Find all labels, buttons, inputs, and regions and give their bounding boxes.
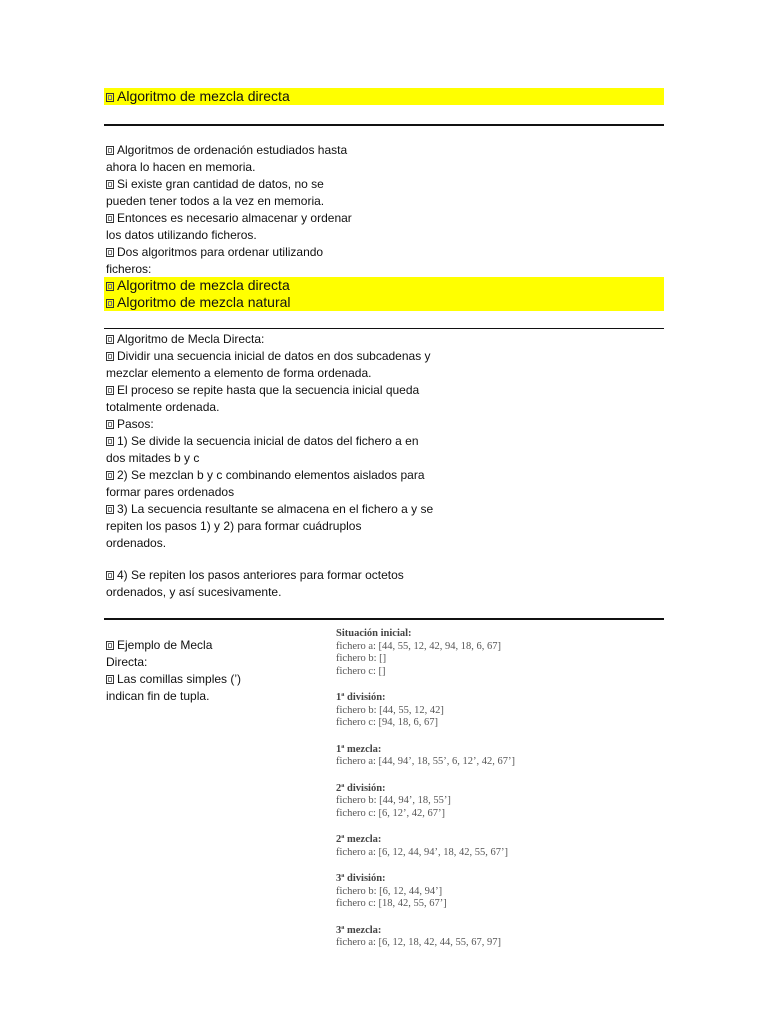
title-highlight (104, 88, 664, 105)
text-line: Entonces es necesario almacenar y ordenar (106, 210, 352, 227)
text-line: ahora lo hacen en memoria. (106, 160, 256, 174)
title-text: Algoritmo de mezcla directa (117, 88, 290, 104)
bullet-box-icon (106, 180, 114, 189)
text-line: Ejemplo de Mecla (106, 637, 241, 654)
example-block (336, 925, 518, 950)
text-line: ordenados, y así sucesivamente. (106, 585, 282, 599)
example-line: fichero c: [94, 18, 6, 67] (336, 717, 439, 728)
example-line: fichero b: [44, 94’, 18, 55’] (336, 795, 451, 806)
example-heading: 1ª división: (336, 692, 386, 703)
bullet-box-icon (106, 641, 114, 650)
example-block (336, 834, 518, 859)
section1-text (106, 142, 352, 278)
example-line: fichero a: [6, 12, 44, 94’, 18, 42, 55, 67’] (336, 846, 509, 858)
bullet-box-icon (106, 471, 114, 480)
bullet-box-icon (106, 437, 114, 446)
text-line: 3) La secuencia resultante se almacena en el fichero a y se (106, 501, 433, 518)
text-line: El proceso se repite hasta que la secuencia inicial queda (106, 382, 433, 399)
text-line: Dos algoritmos para ordenar utilizando (106, 244, 352, 261)
text-line: indican fin de tupla. (106, 689, 210, 703)
example-block (336, 744, 518, 769)
example-line: fichero c: [18, 42, 55, 67’] (336, 898, 447, 909)
example-line: fichero a: [44, 55, 12, 42, 94, 18, 6, 67] (336, 640, 502, 652)
example-block (336, 692, 518, 730)
text-line: 4) Se repiten los pasos anteriores para formar octetos (106, 567, 404, 584)
text-line: dos mitades b y c (106, 451, 200, 465)
example-block (336, 873, 518, 911)
bullet-box-icon (106, 505, 114, 514)
text-line: ficheros: (106, 262, 152, 276)
bullet-box-icon (106, 352, 114, 361)
divider-2 (104, 328, 664, 329)
example-heading: 3ª mezcla: (336, 924, 382, 936)
bullet-box-icon (106, 335, 114, 344)
bullet-box-icon (106, 93, 114, 102)
text-line: 2) Se mezclan b y c combinando elementos aislados para (106, 467, 433, 484)
text-line: Si existe gran cantidad de datos, no se (106, 176, 352, 193)
text-line: 1) Se divide la secuencia inicial de datos del fichero a en (106, 433, 433, 450)
example-heading: Situación inicial: (336, 628, 412, 639)
text-line: pueden tener todos a la vez en memoria. (106, 194, 325, 208)
text-line: Directa: (106, 655, 148, 669)
text-line: Las comillas simples (’) (106, 671, 241, 688)
text-line: Pasos: (106, 416, 433, 433)
example-heading: 2ª mezcla: (336, 834, 382, 845)
text-line: mezclar elemento a elemento de forma ordenada. (106, 366, 372, 380)
text-line: repiten los pasos 1) y 2) para formar cuádruplos (106, 519, 362, 533)
section2-text-after (106, 567, 404, 601)
bullet-box-icon (106, 299, 114, 308)
example-line: fichero a: [6, 12, 18, 42, 44, 55, 67, 97] (336, 937, 502, 948)
example-line: fichero a: [44, 94’, 18, 55’, 6, 12’, 42, 67’] (336, 756, 516, 767)
example-heading: 1ª mezcla: (336, 743, 382, 755)
example-line: fichero c: [6, 12’, 42, 67’] (336, 807, 446, 819)
section3-text (106, 637, 241, 705)
text-line: totalmente ordenada. (106, 400, 220, 414)
text-line: formar pares ordenados (106, 485, 235, 499)
highlight-mezcla-natural: Algoritmo de mezcla natural (104, 294, 664, 311)
example-line: fichero b: [6, 12, 44, 94’] (336, 885, 443, 897)
bullet-box-icon (106, 214, 114, 223)
bullet-box-icon (106, 386, 114, 395)
bullet-box-icon (106, 146, 114, 155)
text-line: ordenados. (106, 536, 167, 550)
highlight-mezcla-directa: Algoritmo de mezcla directa (104, 277, 664, 294)
example-heading: 3ª división: (336, 873, 386, 884)
bullet-box-icon (106, 675, 114, 684)
bullet-box-icon (106, 420, 114, 429)
text-line: Algoritmos de ordenación estudiados hasta (106, 142, 352, 159)
divider-1 (104, 124, 664, 126)
example-block (336, 628, 518, 678)
divider-3 (104, 618, 664, 620)
bullet-box-icon (106, 571, 114, 580)
bullet-box-icon (106, 282, 114, 291)
text-line: Algoritmo de Mecla Directa: (106, 331, 433, 348)
example-line: fichero b: [44, 55, 12, 42] (336, 704, 444, 716)
text-line: Dividir una secuencia inicial de datos en dos subcadenas y (106, 348, 433, 365)
example-heading: 2ª división: (336, 782, 386, 794)
example-block (336, 783, 518, 821)
text-line: los datos utilizando ficheros. (106, 228, 257, 242)
bullet-box-icon (106, 248, 114, 257)
example-line: fichero b: [] (336, 653, 387, 664)
merge-example-scan (336, 628, 518, 978)
example-line: fichero c: [] (336, 665, 386, 677)
section2-text (106, 331, 433, 552)
